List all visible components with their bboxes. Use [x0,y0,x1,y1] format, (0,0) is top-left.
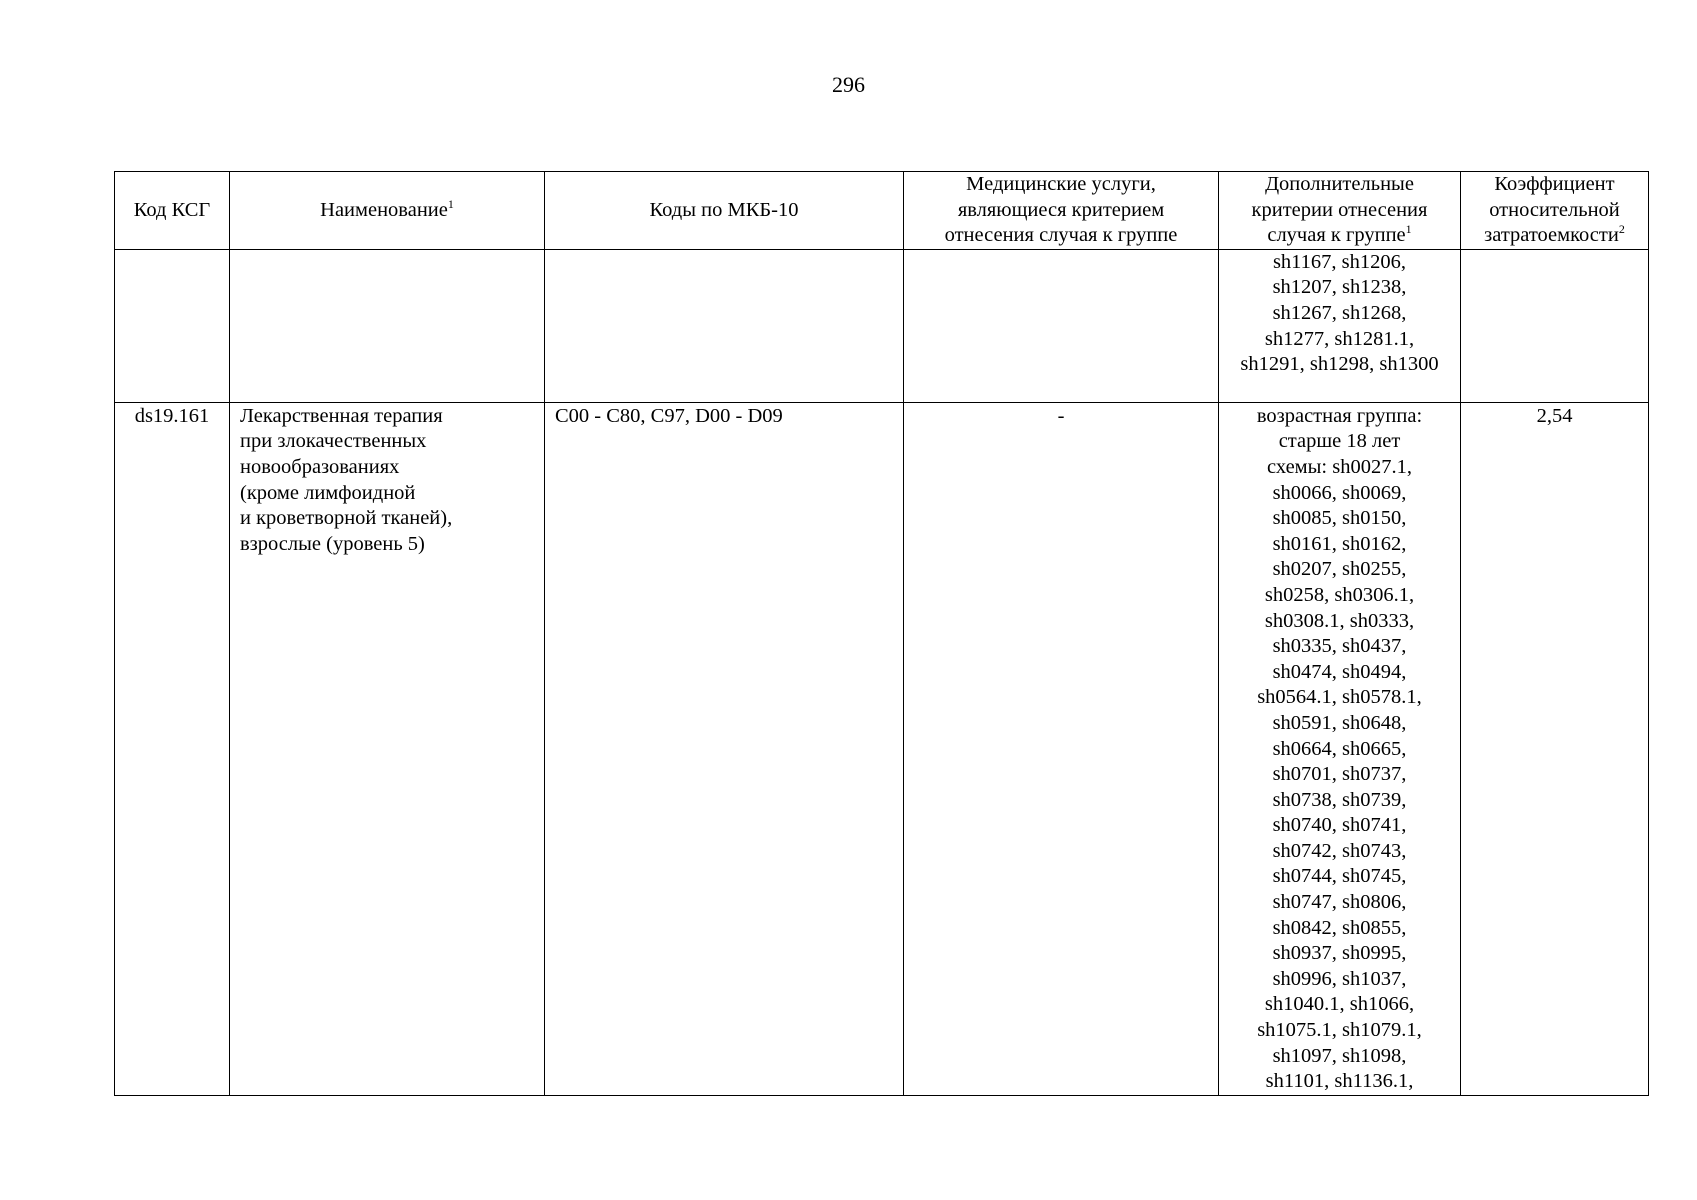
header-cost-coefficient: Коэффициент относительной затратоемкости$^2$ [1461,172,1649,250]
cell-icd [545,249,904,402]
header-icd-codes: Коды по МКБ-10 [545,172,904,250]
cell-criteria: возрастная группа: старше 18 лет схемы: sh0027.1, sh0066, sh0069, sh0085, sh0150, sh0161, sh0162, sh0207, sh0255, sh0258, sh0306.1, sh0308.1, sh0333, sh0335, sh0437, sh0474, sh0494, sh0564.1, sh0578.1, sh0591, sh0648, sh0664, sh0665, sh0701, sh0737, sh0738, sh0739, sh0740, sh0741, sh0742, sh0743, sh0744, sh0745, sh0747, sh0806, sh0842, sh0855, sh0937, sh0995, sh0996, sh1037, sh1040.1, sh1066, sh1075.1, sh1079.1, sh1097, sh1098, sh1101, sh1136.1, [1219,402,1461,1095]
header-coef-footnote: 2 [1618,222,1625,237]
table-row [115,402,1649,1095]
cell-coef [1461,249,1649,402]
header-criteria-footnote: 1 [1405,222,1412,237]
table-header-row [115,172,1649,250]
header-medical-services: Медицинские услуги, являющиеся критерием отнесения случая к группе [904,172,1219,250]
table-row-continued [115,249,1649,402]
cell-name [230,249,545,402]
cell-name: Лекарственная терапия при злокачественных новообразованиях (кроме лимфоидной и кроветворной тканей), взрослые (уровень 5) [230,402,545,1095]
cell-icd: C00 - C80, C97, D00 - D09 [545,402,904,1095]
cell-services: - [904,402,1219,1095]
cell-code [115,249,230,402]
page-number: 296 [832,72,865,97]
cell-coef: 2,54 [1461,402,1649,1095]
cell-criteria: sh1167, sh1206, sh1207, sh1238, sh1267, sh1268, sh1277, sh1281.1, sh1291, sh1298, sh1300 [1219,249,1461,402]
header-additional-criteria: Дополнительные критерии отнесения случая к группе$^1$ [1219,172,1461,250]
header-name: Наименование$^1$ [230,172,545,250]
cell-services [904,249,1219,402]
header-name-footnote: 1 [447,196,454,211]
cell-code: ds19.161 [115,402,230,1095]
ksg-table [114,171,1649,1096]
header-code: Код КСГ [115,172,230,250]
